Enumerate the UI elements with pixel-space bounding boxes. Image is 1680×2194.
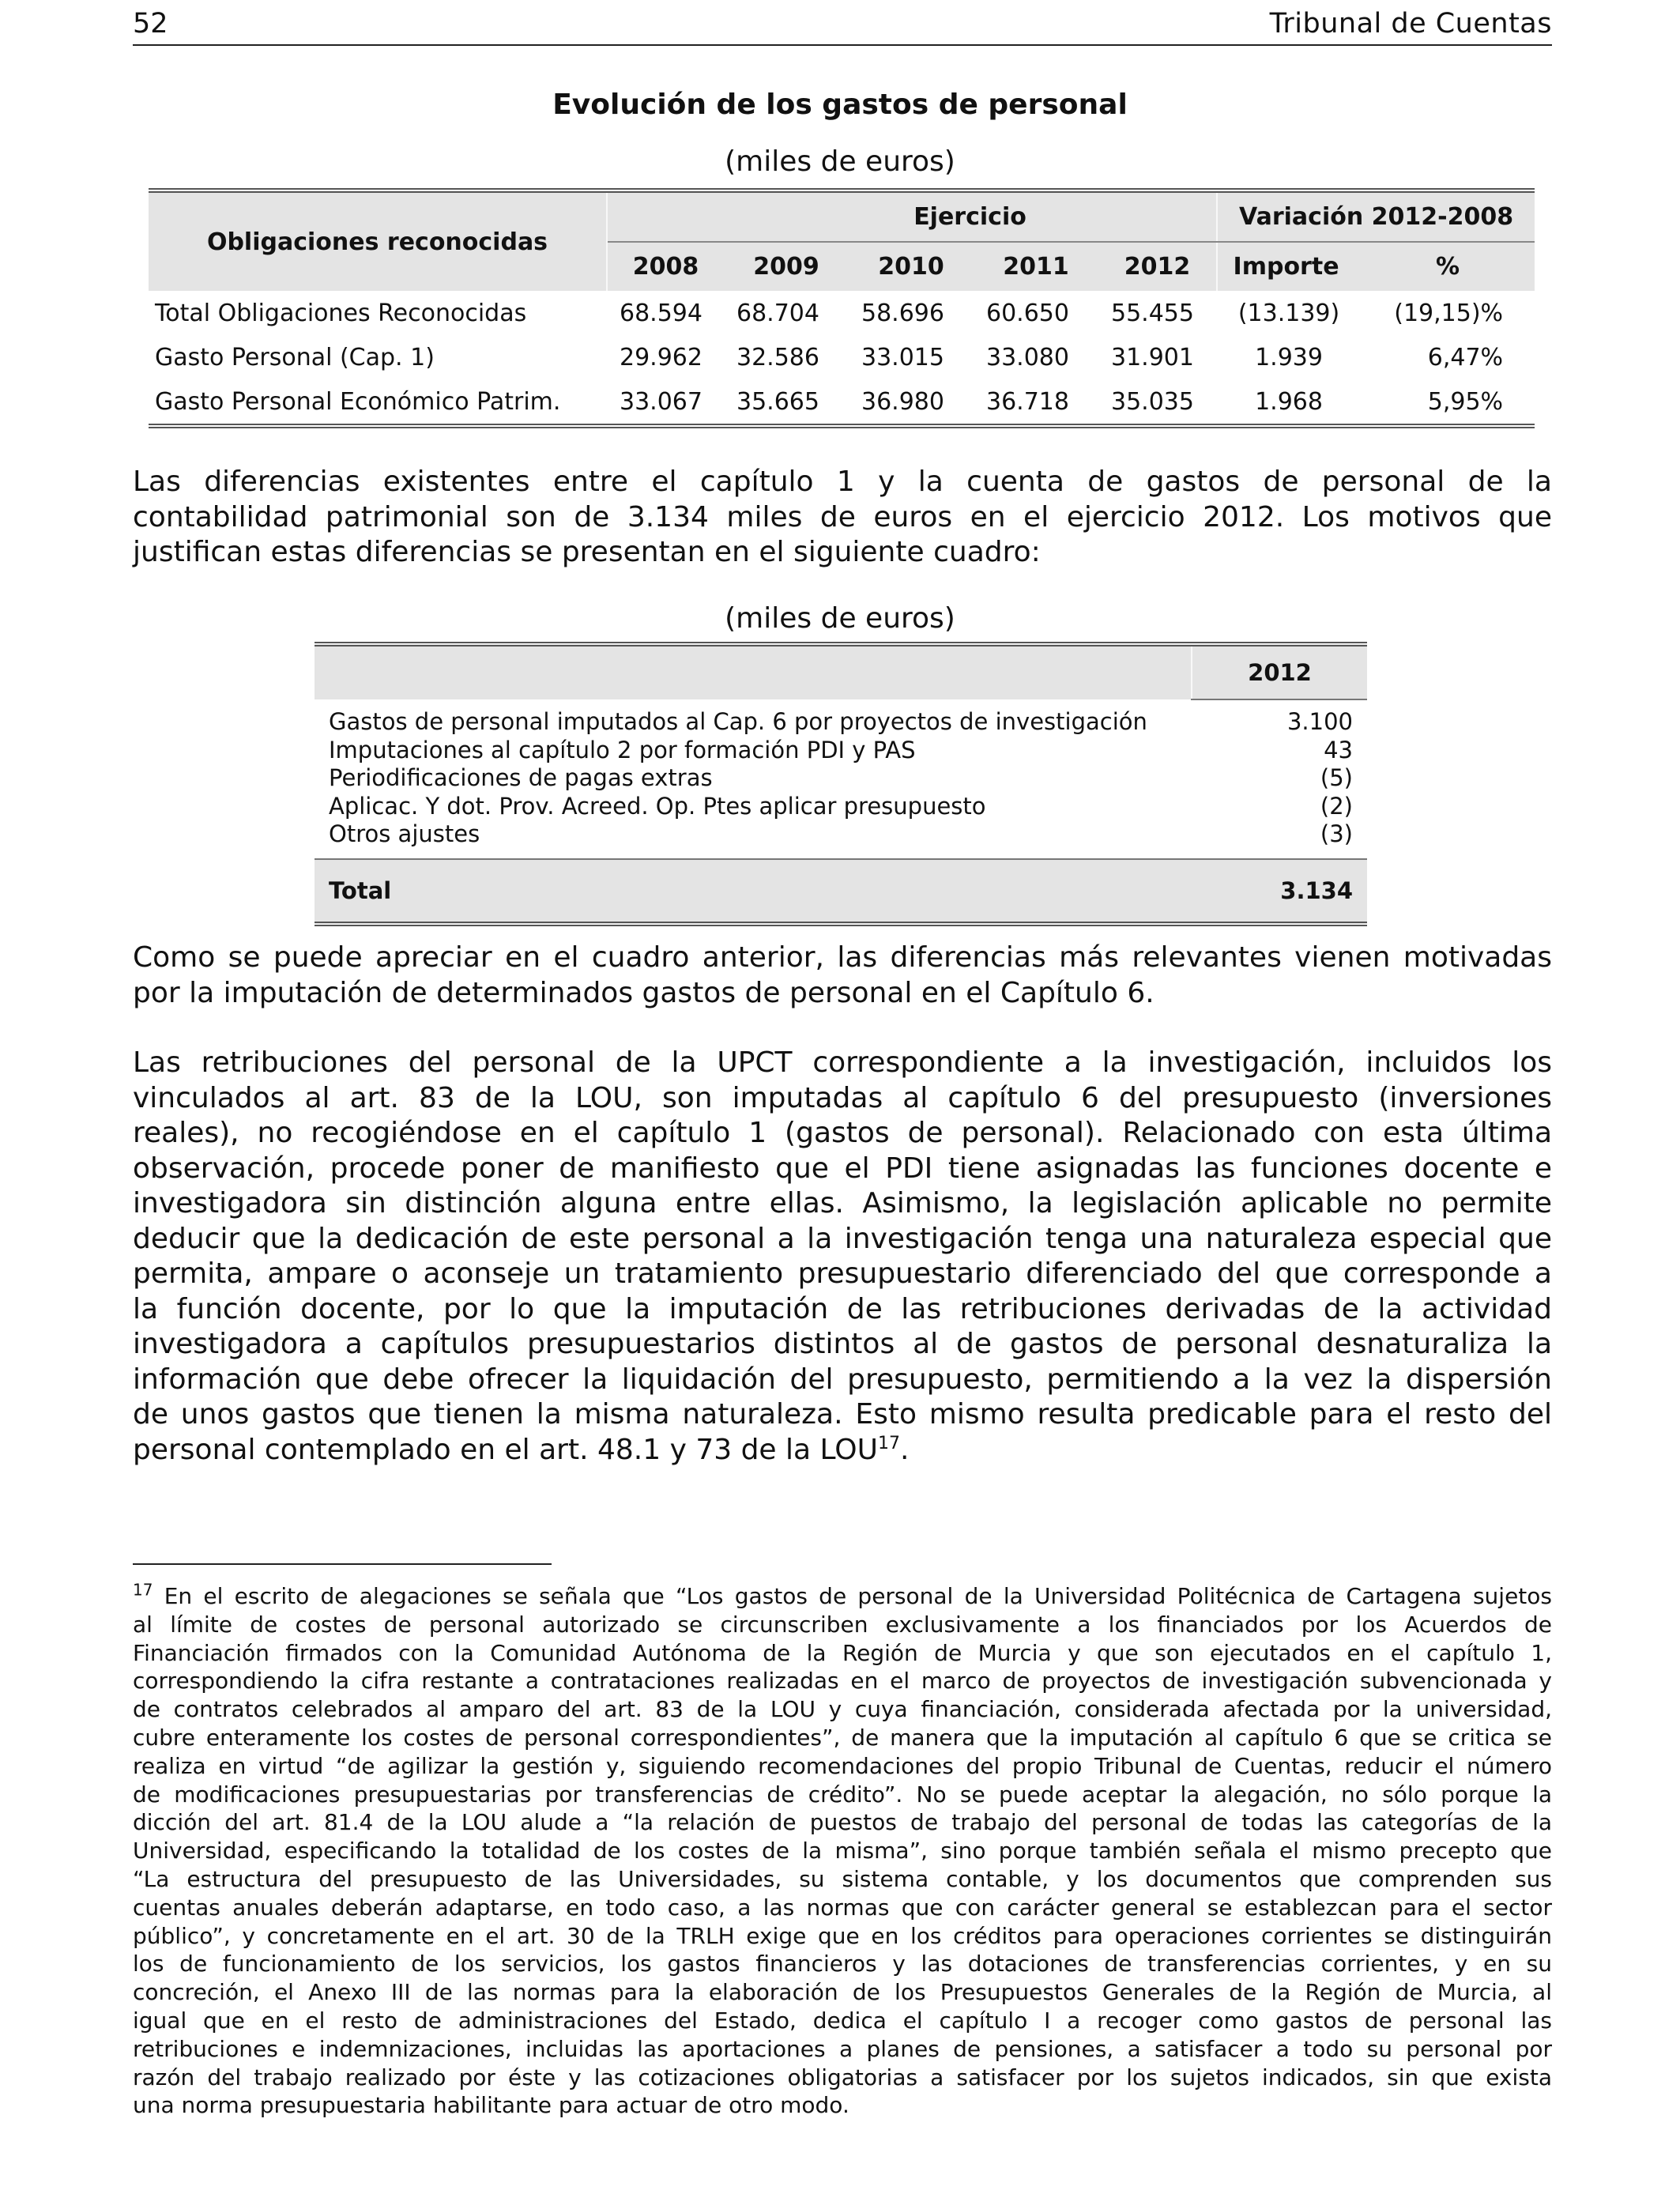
text-line: por la imputación de determinados gastos de personal en el Capítulo 6. [133, 976, 1155, 1009]
footnote-line [133, 1922, 1552, 1951]
text-line: Como se puede apreciar en el cuadro anterior, las diferencias más relevantes vienen motivadas [133, 941, 1552, 974]
footnote-text: dicción del art. 81.4 de la LOU alude a “la relación de puestos de trabajo del personal de todas las categorías de la [133, 1809, 1552, 1836]
footnote-text: En el escrito de alegaciones se señala que “Los gastos de personal de la Universidad Politécnica de Cartagena sujetos [164, 1583, 1552, 1609]
table2-row-label: Periodificaciones de pagas extras [329, 764, 713, 791]
footnote-text: los de funcionamiento de los servicios, los gastos financieros y las dotaciones de transferencias corrientes, y en su [133, 1951, 1552, 1977]
text-line: contabilidad patrimonial son de 3.134 miles de euros en el ejercicio 2012. Los motivos que [133, 500, 1552, 533]
table-row [315, 820, 1367, 849]
table1-col-header: 2009 [724, 242, 849, 291]
footnote-text: retribuciones e indemnizaciones, incluidas las aportaciones a planes de pensiones, a satisfacer a todo su personal por [133, 2035, 1552, 2062]
table2-row-label: Otros ajustes [329, 820, 480, 847]
table1-col-header: % [1361, 242, 1535, 291]
footnote-text: correspondiendo la cifra restante a contrataciones realizadas en el marco de proyectos de investigación subvencionada y [133, 1668, 1552, 1695]
table-row [149, 291, 1535, 335]
footnote-text: razón del trabajo realizado por éste y las cotizaciones obligatorias a satisfacer por los sujetos indicados, sin que exista [133, 2064, 1552, 2090]
table1-col-header: Importe [1217, 242, 1361, 291]
table1-col-header: 2012 [1098, 242, 1217, 291]
spacer-cell [315, 849, 1192, 859]
footnote-17 [133, 1582, 1552, 2120]
table1-col-header: 2008 [607, 242, 724, 291]
table1-cell: 55.455 [1111, 299, 1194, 327]
table2-year: 2012 [1192, 644, 1367, 699]
footnote-text: una norma presupuestaria habilitante para actuar de otro modo. [133, 2092, 849, 2119]
table1-col-header: 2011 [974, 242, 1098, 291]
text-line: personal contemplado en el art. 48.1 y 73 de la LOU$^{17}$. [133, 1433, 910, 1466]
text-line: investigadora a capítulos presupuestarios distintos al de gastos de personal desnaturaliza la [133, 1328, 1552, 1360]
table-row [149, 379, 1535, 426]
text-line: permita, ampare o aconseje un tratamiento presupuestario diferenciado del que corresponde a [133, 1257, 1552, 1290]
table2-total-label: Total [315, 859, 1192, 924]
table1-group-ejercicio: Ejercicio [724, 190, 1217, 242]
table1-cell: (13.139) [1237, 299, 1340, 327]
table1-cell: 68.704 [736, 299, 819, 327]
running-header [133, 8, 1552, 46]
text-line: de unos gastos que tienen la misma naturaleza. Esto mismo resulta predicable para el resto del [133, 1398, 1552, 1431]
table2-row-label: Imputaciones al capítulo 2 por formación PDI y PAS [329, 736, 916, 763]
table2-row-label: Gastos de personal imputados al Cap. 6 por proyectos de investigación [329, 707, 1147, 735]
footnote-line [133, 1582, 1552, 1611]
table2-row-label: Aplicac. Y dot. Prov. Acreed. Op. Ptes aplicar presupuesto [329, 792, 986, 820]
table1-cell: 32.586 [736, 343, 819, 371]
footnote-text: de modificaciones presupuestarias por transferencias de crédito”. No se puede aceptar la alegación, no sólo porque la [133, 1781, 1552, 1808]
footnote-line [133, 1752, 1552, 1781]
table1-cell: 31.901 [1111, 343, 1194, 371]
footnote-line [133, 1667, 1552, 1695]
footnote-line [133, 2064, 1552, 2092]
differences-table [315, 642, 1367, 926]
text-line: observación, procede poner de manifiesto que el PDI tiene asignadas las funciones docente e [133, 1152, 1552, 1185]
table1-cell: 6,47% [1427, 343, 1504, 371]
footnote-line [133, 1978, 1552, 2007]
footnote-line [133, 2007, 1552, 2035]
table1-row-label: Total Obligaciones Reconocidas [155, 299, 527, 327]
table1-row-label: Gasto Personal Económico Patrim. [149, 379, 607, 426]
table1-cell: 68.594 [620, 299, 703, 327]
paragraph-3 [133, 1046, 1552, 1468]
footnote-line [133, 2091, 1552, 2120]
table2-spacer [315, 849, 1367, 859]
footnote-line [133, 1695, 1552, 1724]
footnote-text: cubre enteramente los costes de personal correspondientes”, de manera que la imputación al capítulo 6 que se critica se [133, 1724, 1552, 1751]
table1-cell: 58.696 [861, 299, 944, 327]
text-line: Las retribuciones del personal de la UPCT correspondiente a la investigación, incluidos los [133, 1046, 1552, 1079]
table1-row-header: Obligaciones reconocidas [149, 190, 607, 291]
personnel-expenses-table [149, 188, 1535, 428]
footnote-text: “La estructura del presupuesto de las Universidades, su sistema contable, y los documentos que comprenden sus [133, 1865, 1552, 1892]
footnote-text: concreción, el Anexo III de las normas para la elaboración de los Presupuestos Generales de la Región de Murcia, al [133, 1979, 1552, 2006]
footnote-line [133, 1808, 1552, 1837]
table1-col-header: 2010 [849, 242, 974, 291]
footnote-line [133, 1865, 1552, 1894]
table2-unit: (miles de euros) [725, 602, 955, 635]
table-row [315, 737, 1367, 765]
footnote-separator [133, 1563, 552, 1565]
table1-row-label: Gasto Personal (Cap. 1) [155, 343, 435, 371]
table1-unit: (miles de euros) [725, 145, 955, 178]
spacer-cell [1192, 849, 1367, 859]
table1-cell: 5,95% [1361, 379, 1535, 426]
footnote-text: cuentas anuales deberán adaptarse, en todo caso, a las normas que con carácter general se establezcan para el sector [133, 1894, 1552, 1921]
table-row [315, 764, 1367, 793]
table2-row-value: 3.100 [1286, 708, 1353, 735]
table2-row-value: (5) [1320, 764, 1353, 791]
footnote-line [133, 1724, 1552, 1752]
table1-cell: 33.067 [607, 379, 724, 426]
table-row [149, 335, 1535, 379]
text-line: investigadora sin distinción alguna entre ellas. Asimismo, la legislación aplicable no permite [133, 1187, 1552, 1220]
table-row [315, 699, 1367, 737]
table1-cell: 29.962 [620, 343, 703, 371]
footnote-reference: 17 [877, 1433, 900, 1453]
header-organization: Tribunal de Cuentas [1269, 8, 1552, 40]
footnote-text: al límite de costes de personal autorizado se circunscriben exclusivamente a los financiados por los Acuerdos de [133, 1611, 1552, 1638]
table2-row-value: (2) [1320, 792, 1353, 820]
footnote-text: Universidad, especificando la totalidad de los costes de la misma”, sino porque también señala el mismo precepto que [133, 1838, 1552, 1864]
footnote-line [133, 1894, 1552, 1922]
text-line: información que debe ofrecer la liquidación del presupuesto, permitiendo a la vez la dispersión [133, 1363, 1552, 1396]
paragraph-2 [133, 941, 1552, 1011]
text-line: Las diferencias existentes entre el capítulo 1 y la cuenta de gastos de personal de la [133, 466, 1552, 498]
table2-row-value: 43 [1324, 736, 1353, 763]
table2-total-row [315, 859, 1367, 924]
footnote-line [133, 1781, 1552, 1809]
footnote-text: igual que en el resto de administraciones del Estado, dedica el capítulo I a recoger como gastos de personal las [133, 2007, 1552, 2034]
text-line: justifican estas diferencias se presentan en el siguiente cuadro: [133, 536, 1041, 568]
table1-cell: 60.650 [986, 299, 1069, 327]
table1-cell: 36.980 [849, 379, 974, 426]
table2-row-value: (3) [1320, 820, 1353, 847]
footnote-line [133, 1837, 1552, 1865]
footnote-line [133, 1639, 1552, 1668]
table1-cell: 1.939 [1255, 343, 1323, 371]
text-line: deducir que la dedicación de este personal a la investigación tenga una naturaleza especial que [133, 1222, 1552, 1255]
text-line: vinculados al art. 83 de la LOU, son imputadas al capítulo 6 del presupuesto (inversiones [133, 1081, 1552, 1114]
text-line: reales), no recogiéndose en el capítulo 1 (gastos de personal). Relacionado con esta última [133, 1117, 1552, 1149]
paragraph-1 [133, 465, 1552, 571]
footnote-text: público”, y concretamente en el art. 30 de la TRLH exige que en los créditos para operaciones corrientes se distinguirán [133, 1922, 1552, 1949]
footnote-line [133, 2035, 1552, 2064]
table2-header-row [315, 644, 1367, 699]
table1-title: Evolución de los gastos de personal [552, 89, 1128, 121]
footnote-text: Financiación firmados con la Comunidad Autónoma de la Región de Murcia y que son ejecutados en el capítulo 1, [133, 1639, 1552, 1666]
table1-group-variacion: Variación 2012-2008 [1217, 190, 1535, 242]
table1-cell: 36.718 [974, 379, 1098, 426]
table2-total-value: 3.134 [1192, 859, 1367, 924]
table1-cell: 35.665 [724, 379, 849, 426]
table1-header-row-1 [149, 190, 1535, 242]
table-row [315, 793, 1367, 821]
footnote-text: realiza en virtud “de agilizar la gestión y, siguiendo recomendaciones del propio Tribunal de Cuentas, reducir el número [133, 1752, 1552, 1779]
table1-cell: (19,15)% [1394, 299, 1504, 327]
table1-cell: 33.015 [861, 343, 944, 371]
page-number: 52 [133, 8, 168, 40]
table1-cell: 1.968 [1217, 379, 1361, 426]
table1-cell: 35.035 [1098, 379, 1217, 426]
text-line: la función docente, por lo que la imputación de las retribuciones derivadas de la actividad [133, 1292, 1552, 1325]
footnote-line [133, 1950, 1552, 1978]
footnote-number: 17 [133, 1580, 153, 1600]
footnote-line [133, 1611, 1552, 1639]
table1-cell: 33.080 [986, 343, 1069, 371]
footnote-text: de contratos celebrados al amparo del art. 83 de la LOU y cuya financiación, considerada afectada por la universidad, [133, 1696, 1552, 1723]
